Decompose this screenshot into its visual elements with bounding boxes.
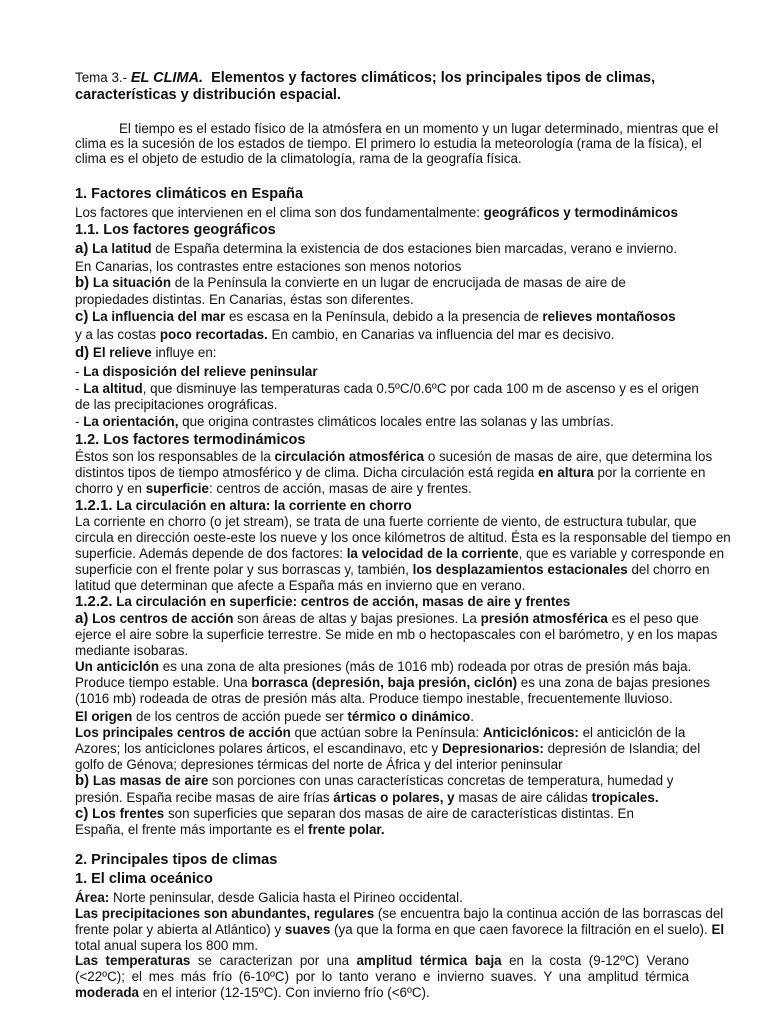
doc-title-line-1 <box>75 70 655 86</box>
factor-d-item-1: - La disposición del relieve peninsular <box>75 364 318 379</box>
anticiclon-line-1: Un anticiclón es una zona de alta presiones (más de 1016 mb) rodeada por otras de presión más baja. <box>75 659 692 674</box>
s1-line-1: Los factores que intervienen en el clima son dos fundamentalmente: geográficos y termodinámicos <box>75 205 678 220</box>
masas-line-1: b) Las masas de aire son porciones con unas características concretas de temperatura, humedad y <box>75 772 674 789</box>
factor-a-line-1: a) La latitud de España determina la existencia de dos estaciones bien marcadas, verano e invierno. <box>75 240 678 257</box>
precip-line-3: total anual supera los 800 mm. <box>75 938 259 953</box>
masas-line-2: presión. España recibe masas de aire frías árticas o polares, y masas de aire cálidas tropicales. <box>75 790 659 805</box>
s121-line-2: circula en dirección oeste-este los nueve y los once kilómetros de altitud. Ésta es la responsable del tiempo en <box>75 530 731 545</box>
factor-c-line-2: y a las costas poco recortadas. En cambio, en Canarias va influencia del mar es decisivo. <box>75 327 615 342</box>
intro-line-2: clima es la sucesión de los estados de tiempo. El primero lo estudia la meteorología (rama de la física), el <box>75 136 702 151</box>
origen-line: El origen de los centros de acción puede ser térmico o dinámico. <box>75 709 474 724</box>
intro-line-1: El tiempo es el estado físico de la atmósfera en un momento y un lugar determinado, mientras que el <box>119 121 719 136</box>
s121-line-4: superficie con el frente polar y sus borrascas y, también, los desplazamientos estacionales del chorro en <box>75 562 710 577</box>
s12-line-3: chorro y en superficie: centros de acción, masas de aire y frentes. <box>75 481 472 496</box>
s121-line-3: superficie. Además depende de dos factores: la velocidad de la corriente, que es variable y corresponde en <box>75 546 725 561</box>
title-el-clima: EL CLIMA. <box>130 70 204 86</box>
principales-line-3: golfo de Génova; depresiones térmicas del norte de África y del interior peninsular <box>75 757 563 772</box>
anticiclon-line-3: (1016 mb) rodeada de otras de presión más alta. Produce tiempo inestable, frecuentemente lluvioso. <box>75 691 673 706</box>
intro-line-3: clima es el objeto de estudio de la climatología, rama de la geografía física. <box>75 151 522 166</box>
temp-line-2: (<22ºC); el mes más frío (6-10ºC) por lo tanto verano e invierno suaves. Y una amplitud térmica <box>75 969 689 984</box>
section-1-2-2-heading: 1.2.2. La circulación en superficie: centros de acción, masas de aire y frentes <box>75 593 571 610</box>
section-2-1-heading: 1. El clima oceánico <box>75 871 213 887</box>
section-1-2-heading: 1.2. Los factores termodinámicos <box>75 432 306 448</box>
title-rest-2: características y distribución espacial. <box>75 87 341 103</box>
s12-line-2: distintos tipos de tiempo atmosférico y de clima. Dicha circulación está regida en altura por la corriente en <box>75 465 706 480</box>
temp-line-1: Las temperaturas se caracterizan por una amplitud térmica baja en la costa (9-12ºC) Verano <box>75 953 689 968</box>
principales-line-2: Azores; los anticiclones polares árticos, el escandinavo, etc y Depresionarios: depresión de Islandia; del <box>75 741 701 756</box>
section-1-2-1-heading: 1.2.1. La circulación en altura: la corriente en chorro <box>75 497 412 514</box>
frentes-line-1: c) Los frentes son superficies que separan dos masas de aire de características distintas. En <box>75 805 634 822</box>
temp-line-3: moderada en el interior (12-15ºC). Con invierno frío (<6ºC). <box>75 985 430 1000</box>
doc-title-line-2 <box>75 87 341 103</box>
frentes-line-2: España, el frente más importante es el frente polar. <box>75 822 385 837</box>
factor-d-item-3: - La orientación, que origina contrastes climáticos locales entre las solanas y las umbrías. <box>75 414 614 429</box>
section-2-heading: 2. Principales tipos de climas <box>75 852 278 868</box>
s122a-line-1: a) Los centros de acción son áreas de altas y bajas presiones. La presión atmosférica es el peso que <box>75 610 699 627</box>
precip-line-1: Las precipitaciones son abundantes, regulares (se encuentra bajo la continua acción de las borrascas del <box>75 906 724 921</box>
factor-d-line-1: d) El relieve influye en: <box>75 344 217 361</box>
s122a-line-2: ejerce el aire sobre la superficie terrestre. Se mide en mb o hectopascales con el barómetro, y en los mapas <box>75 627 718 642</box>
anticiclon-line-2: Produce tiempo estable. Una borrasca (depresión, baja presión, ciclón) es una zona de bajas presiones <box>75 675 710 690</box>
section-1-1-heading: 1.1. Los factores geográficos <box>75 222 276 238</box>
s121-line-5: latitud que determinan que afecte a España más en invierno que en verano. <box>75 578 526 593</box>
factor-b-line-1: b) La situación de la Península la convierte en un lugar de encrucijada de masas de aire de <box>75 274 626 291</box>
s12-line-1: Éstos son los responsables de la circulación atmosférica o sucesión de masas de aire, que determina los <box>75 449 713 464</box>
factor-d-item-2-line-1: - La altitud, que disminuye las temperaturas cada 0.5ºC/0.6ºC por cada 100 m de ascenso y es el origen <box>75 381 699 396</box>
factor-a-line-2: En Canarias, los contrastes entre estaciones son menos notorios <box>75 259 462 274</box>
s122a-line-3: mediante isobaras. <box>75 643 189 658</box>
area-line: Área: Norte peninsular, desde Galicia hasta el Pirineo occidental. <box>75 890 463 905</box>
section-1-heading: 1. Factores climáticos en España <box>75 186 304 202</box>
title-prefix: Tema 3.- <box>75 70 131 85</box>
factor-b-line-2: propiedades distintas. En Canarias, éstas son diferentes. <box>75 292 414 307</box>
factor-d-item-2-line-2: de las precipitaciones orográficas. <box>75 397 278 412</box>
title-rest-1: Elementos y factores climáticos; los principales tipos de climas, <box>203 70 656 86</box>
precip-line-2: frente polar y abierta al Atlántico) y suaves (ya que la forma en que caen favorece la filtración en el suelo). El <box>75 922 725 937</box>
principales-line-1: Los principales centros de acción que actúan sobre la Península: Anticiclónicos: el anticiclón de la <box>75 725 686 740</box>
s121-line-1: La corriente en chorro (o jet stream), se trata de una fuerte corriente de viento, de estructura tubular, que <box>75 514 697 529</box>
factor-c-line-1: c) La influencia del mar es escasa en la Península, debido a la presencia de relieves montañosos <box>75 308 676 325</box>
